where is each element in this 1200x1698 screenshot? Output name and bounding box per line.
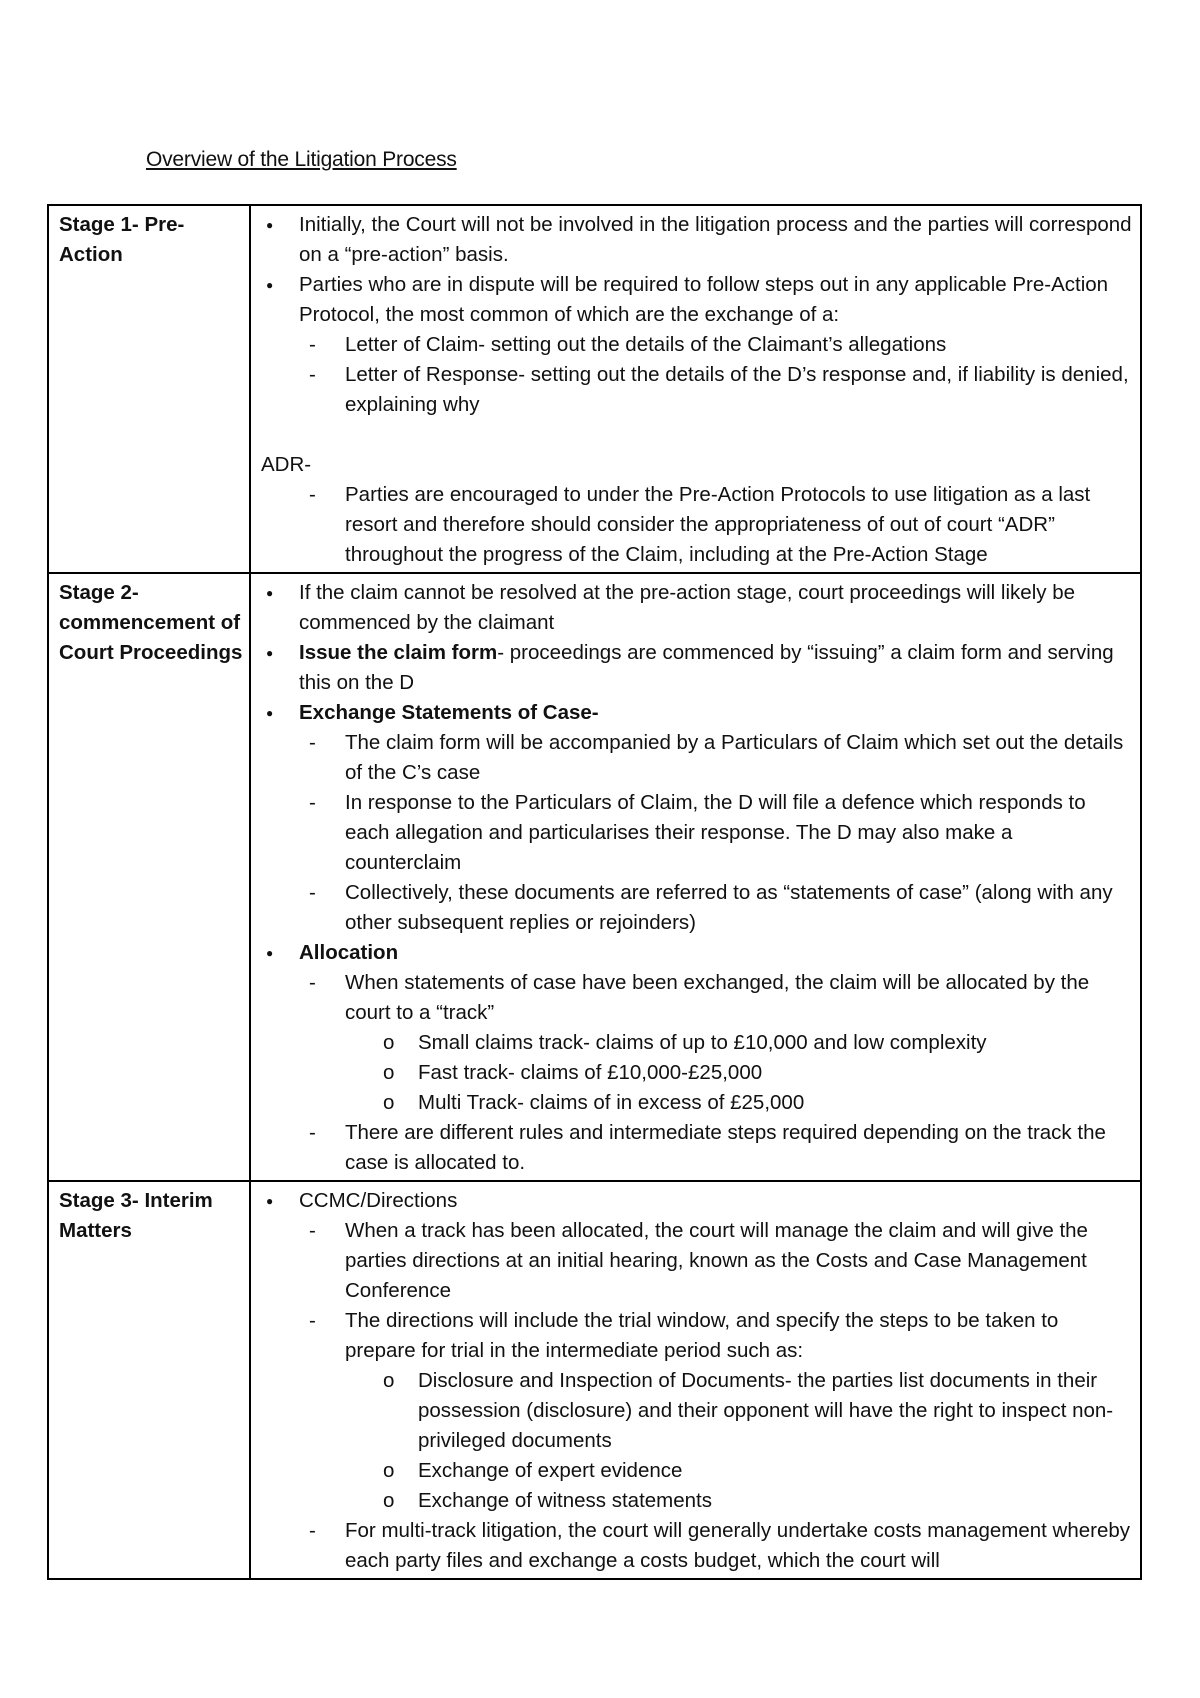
- page-title: Overview of the Litigation Process: [146, 148, 457, 171]
- item-text: When a track has been allocated, the court will manage the claim and will give the parties directions at an initial hearing, known as the Costs and Case Management Conference: [345, 1219, 1088, 1302]
- item-text: Multi Track- claims of in excess of £25,000: [418, 1091, 805, 1114]
- item-text: - proceedings are commenced by “issuing” a claim form and serving this on the D: [299, 641, 1114, 694]
- dash-item: [261, 480, 1134, 570]
- item-text: When statements of case have been exchanged, the claim will be allocated by the court to a “track”: [345, 971, 1090, 1024]
- item-text: Exchange of expert evidence: [418, 1459, 683, 1482]
- bullet-item: [261, 938, 1134, 968]
- bold-heading: Exchange Statements of Case-: [299, 701, 599, 724]
- sub-item: [261, 1456, 1134, 1486]
- sub-item: [261, 1028, 1134, 1058]
- item-text: ADR-: [261, 453, 312, 476]
- item-text: Letter of Response- setting out the details of the D’s response and, if liability is denied, explaining why: [345, 363, 1129, 416]
- dash-item: [261, 1306, 1134, 1366]
- bold-heading: Allocation: [299, 941, 399, 964]
- bold-heading: Issue the claim form: [299, 641, 498, 664]
- stage-description: [250, 205, 1141, 573]
- stage-name: Stage 3- Interim Matters: [48, 1181, 250, 1579]
- dash-item: [261, 878, 1134, 938]
- item-text: Collectively, these documents are referred to as “statements of case” (along with any other subsequent replies or rejoinders): [345, 881, 1113, 934]
- spacer: [261, 420, 1134, 450]
- section-label: [261, 450, 1134, 480]
- item-text: Initially, the Court will not be involved in the litigation process and the parties will correspond on a “pre-action” basis.: [299, 213, 1132, 266]
- sub-item: [261, 1088, 1134, 1118]
- dash-item: [261, 1516, 1134, 1576]
- bullet-item: [261, 270, 1134, 330]
- sub-item: [261, 1486, 1134, 1516]
- stage-name: Stage 1- Pre-Action: [48, 205, 250, 573]
- sub-item: [261, 1366, 1134, 1456]
- item-text: Small claims track- claims of up to £10,000 and low complexity: [418, 1031, 987, 1054]
- stage-row: [48, 573, 1141, 1181]
- stage-row: [48, 205, 1141, 573]
- dash-item: [261, 360, 1134, 420]
- stage-description: [250, 573, 1141, 1181]
- dash-item: [261, 1118, 1134, 1178]
- dash-item: [261, 968, 1134, 1028]
- dash-item: [261, 788, 1134, 878]
- dash-item: [261, 1216, 1134, 1306]
- litigation-stages-table: [47, 204, 1142, 1580]
- item-text: Letter of Claim- setting out the details of the Claimant’s allegations: [345, 333, 947, 356]
- bullet-item: [261, 210, 1134, 270]
- item-text: In response to the Particulars of Claim, the D will file a defence which responds to each allegation and particularises their response. The D may also make a counterclaim: [345, 791, 1086, 874]
- item-text: Parties are encouraged to under the Pre-Action Protocols to use litigation as a last resort and therefore should consider the appropriateness of out of court “ADR” throughout the progress of the Claim, including at the Pre-Action Stage: [345, 483, 1091, 566]
- stage-description: [250, 1181, 1141, 1579]
- bullet-item: [261, 578, 1134, 638]
- stages-table-body: [48, 205, 1141, 1579]
- item-text: There are different rules and intermediate steps required depending on the track the case is allocated to.: [345, 1121, 1106, 1174]
- item-text: Fast track- claims of £10,000-£25,000: [418, 1061, 763, 1084]
- item-text: CCMC/Directions: [299, 1189, 458, 1212]
- dash-item: [261, 728, 1134, 788]
- item-text: The claim form will be accompanied by a Particulars of Claim which set out the details of the C’s case: [345, 731, 1124, 784]
- item-text: For multi-track litigation, the court will generally undertake costs management whereby each party files and exchange a costs budget, which the court will: [345, 1519, 1131, 1572]
- dash-item: [261, 330, 1134, 360]
- stage-row: [48, 1181, 1141, 1579]
- bullet-item: [261, 1186, 1134, 1216]
- item-text: Parties who are in dispute will be required to follow steps out in any applicable Pre-Action Protocol, the most common of which are the exchange of a:: [299, 273, 1109, 326]
- item-text: If the claim cannot be resolved at the pre-action stage, court proceedings will likely be commenced by the claimant: [299, 581, 1075, 634]
- item-text: Disclosure and Inspection of Documents- the parties list documents in their possession (disclosure) and their opponent will have the right to inspect non-privileged documents: [418, 1369, 1114, 1452]
- sub-item: [261, 1058, 1134, 1088]
- item-text: The directions will include the trial window, and specify the steps to be taken to prepare for trial in the intermediate period such as:: [345, 1309, 1059, 1362]
- bullet-item: [261, 698, 1134, 728]
- stage-name: Stage 2- commencement of Court Proceedings: [48, 573, 250, 1181]
- item-text: Exchange of witness statements: [418, 1489, 712, 1512]
- bullet-item: [261, 638, 1134, 698]
